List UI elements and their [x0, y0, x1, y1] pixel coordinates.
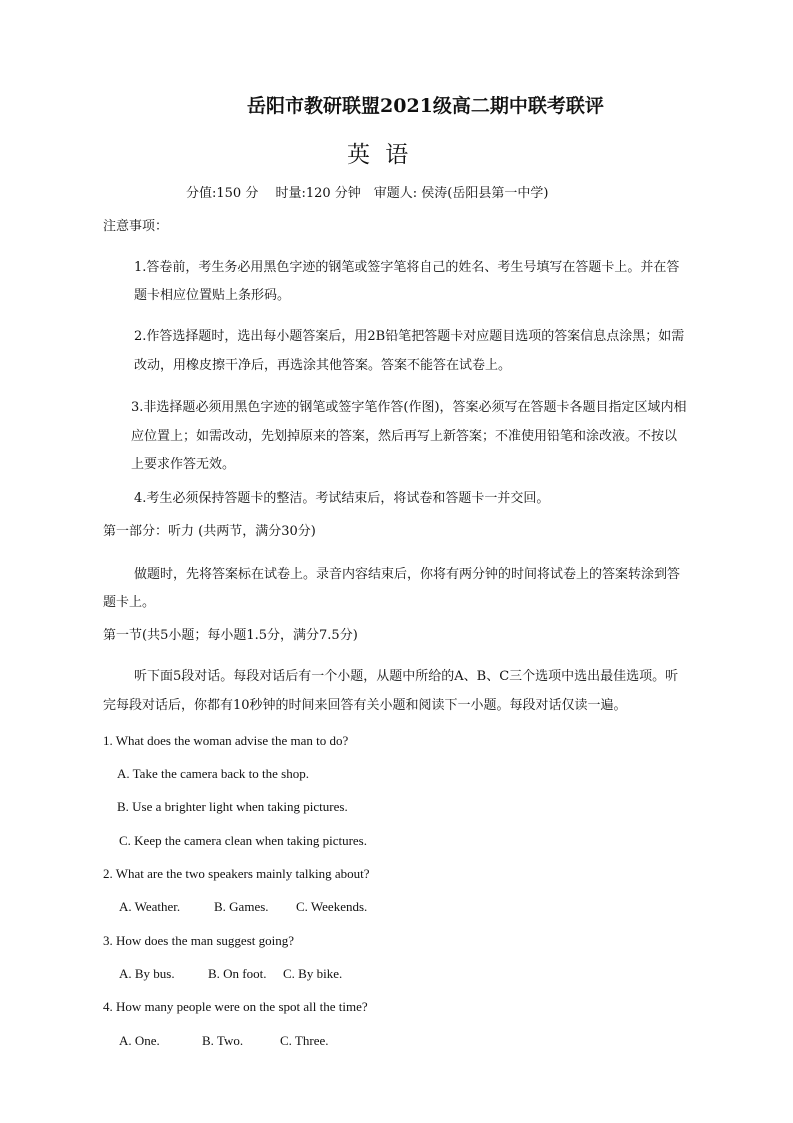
question-4-option-a: A. One.	[119, 1033, 160, 1048]
question-3-option-b: B. On foot.	[208, 966, 267, 981]
notice-item-3-line-2: 应位置上；如需改动，先划掉原来的答案，然后再写上新答案；不准使用铅笔和涂改液。不按以	[131, 429, 678, 444]
question-3-stem: 3. How does the man suggest going?	[103, 933, 295, 948]
part1-intro-line-1: 做题时，先将答案标在试卷上。录音内容结束后，你将有两分钟的时间将试卷上的答案转涂到答	[134, 567, 681, 582]
part1-intro-line-2: 题卡上。	[103, 595, 156, 610]
notice-item-3-line-1: 3.非选择题必须用黑色字迹的钢笔或签字笔作答(作图)，答案必须写在答题卡各题目指定区域内相	[131, 400, 687, 415]
question-2-stem: 2. What are the two speakers mainly talking about?	[103, 866, 370, 881]
question-2-option-c: C. Weekends.	[296, 899, 368, 914]
notice-item-1-line-1: 1.答卷前，考生务必用黑色字迹的钢笔或签字笔将自己的姓名、考生号填写在答题卡上。并在答	[134, 260, 680, 275]
part1-heading: 第一部分：听力 (共两节，满分30分)	[103, 524, 316, 539]
question-1-option-c: C. Keep the camera clean when taking pictures.	[119, 833, 367, 848]
exam-title: 岳阳市教研联盟2021级高二期中联考联评	[247, 95, 604, 117]
question-4-option-c: C. Three.	[280, 1033, 329, 1048]
question-1-option-b: B. Use a brighter light when taking pictures.	[117, 799, 348, 814]
question-4-stem: 4. How many people were on the spot all the time?	[103, 999, 368, 1014]
section1-intro-line-2: 完每段对话后，你都有10秒钟的时间来回答有关小题和阅读下一小题。每段对话仅读一遍。	[103, 698, 627, 713]
question-1-option-a: A. Take the camera back to the shop.	[117, 766, 309, 781]
notice-item-2-line-1: 2.作答选择题时，选出每小题答案后，用2B铅笔把答题卡对应题目选项的答案信息点涂黑；如需	[134, 329, 685, 344]
notice-item-3-line-3: 上要求作答无效。	[131, 457, 236, 472]
section1-heading: 第一节(共5小题；每小题1.5分，满分7.5分)	[103, 628, 358, 643]
subject-heading: 英 语	[347, 142, 413, 168]
notice-item-4: 4.考生必须保持答题卡的整洁。考试结束后，将试卷和答题卡一并交回。	[134, 491, 550, 506]
question-3-option-c: C. By bike.	[283, 966, 343, 981]
section1-intro-line-1: 听下面5段对话。每段对话后有一个小题，从题中所给的A、B、C三个选项中选出最佳选项。听	[134, 669, 679, 684]
notice-heading: 注意事项：	[103, 219, 169, 234]
question-1-stem: 1. What does the woman advise the man to do?	[103, 733, 349, 748]
question-2-option-b: B. Games.	[214, 899, 269, 914]
exam-meta: 分值:150 分 时量:120 分钟 审题人: 侯涛(岳阳县第一中学)	[186, 186, 549, 201]
notice-item-2-line-2: 改动，用橡皮擦干净后，再选涂其他答案。答案不能答在试卷上。	[134, 358, 512, 373]
question-4-option-b: B. Two.	[202, 1033, 244, 1048]
question-2-option-a: A. Weather.	[119, 899, 181, 914]
notice-item-1-line-2: 题卡相应位置贴上条形码。	[134, 288, 291, 303]
question-3-option-a: A. By bus.	[119, 966, 175, 981]
